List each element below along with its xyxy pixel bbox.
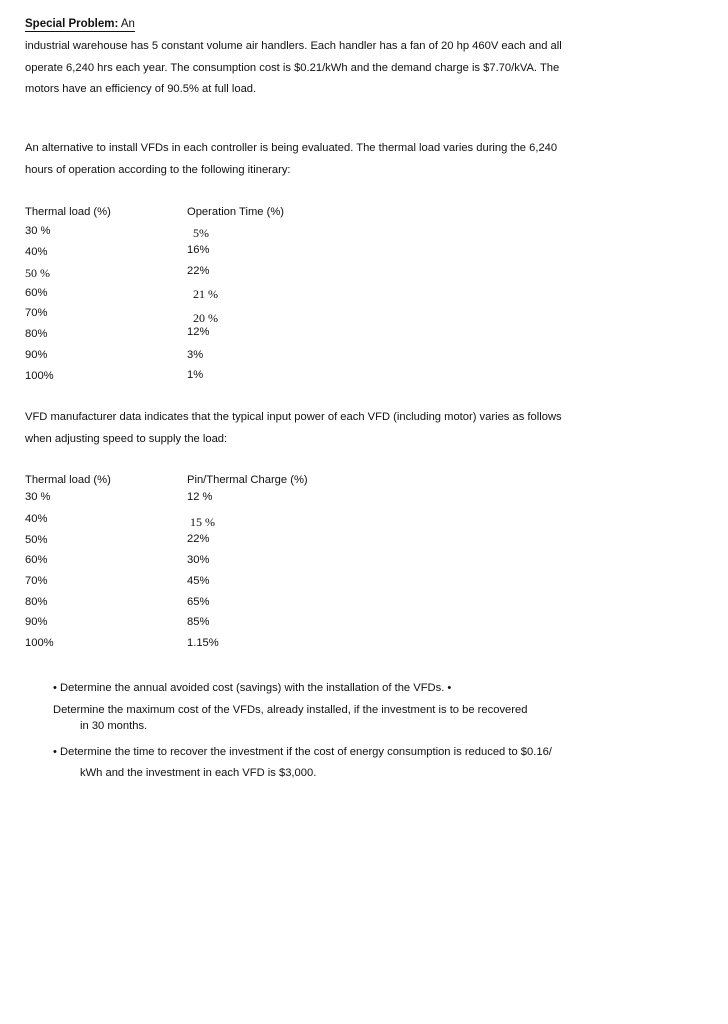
table2-load-cell: 100% (25, 637, 54, 649)
task-item: • Determine the annual avoided cost (savings) with the installation of the VFDs. • (53, 682, 452, 694)
table2-load-cell: 30 % (25, 491, 51, 503)
table1-header-value: Operation Time (%) (187, 206, 284, 218)
table2-value-cell: 15 % (190, 515, 215, 529)
task-item-continuation: in 30 months. (80, 720, 148, 732)
task-item: Determine the maximum cost of the VFDs, already installed, if the investment is to be recovered (53, 704, 528, 716)
table2-value-cell: 1.15% (187, 637, 219, 649)
table2-value-cell: 12 % (187, 491, 213, 503)
table1-load-cell: 40% (25, 246, 48, 258)
table2-load-cell: 80% (25, 596, 48, 608)
table1-value-cell: 16% (187, 244, 210, 256)
table1-value-cell: 5% (193, 226, 209, 240)
alternative-line: An alternative to install VFDs in each controller is being evaluated. The thermal load varies during the 6,240 (25, 142, 558, 154)
intro-paragraph (25, 36, 685, 101)
table2-load-cell: 90% (25, 616, 48, 628)
table1-load-cell: 90% (25, 349, 48, 361)
problem-title (25, 17, 135, 32)
table1-load-cell: 60% (25, 287, 48, 299)
table2-load-cell: 60% (25, 554, 48, 566)
table1-value-cell: 22% (187, 265, 210, 277)
table1-value-cell: 12% (187, 326, 210, 338)
task-item-continuation: kWh and the investment in each VFD is $3,000. (80, 767, 317, 779)
table2-value-cell: 65% (187, 596, 210, 608)
table1-load-cell: 80% (25, 328, 48, 340)
table2-value-cell: 30% (187, 554, 210, 566)
table1-value-cell: 1% (187, 369, 204, 381)
table1-header-load: Thermal load (%) (25, 206, 111, 218)
table2-value-cell: 22% (187, 533, 210, 545)
table1-load-cell: 100% (25, 370, 54, 382)
intro-line: motors have an efficiency of 90.5% at full load. (25, 83, 257, 95)
table1-load-cell: 50 % (25, 266, 50, 280)
intro-line: operate 6,240 hrs each year. The consumption cost is $0.21/kWh and the demand charge is $7.70/kVA. The (25, 61, 560, 74)
table2-load-cell: 70% (25, 575, 48, 587)
table2-header-value: Pin/Thermal Charge (%) (187, 474, 308, 486)
table2-value-cell: 45% (187, 575, 210, 587)
alternative-paragraph (25, 138, 685, 181)
table2-load-cell: 50% (25, 534, 48, 546)
table1-value-cell: 20 % (193, 311, 218, 325)
table1-load-cell: 30 % (25, 225, 51, 237)
task-item: • Determine the time to recover the investment if the cost of energy consumption is reduced to $0.16/ (53, 746, 552, 758)
table1-load-cell: 70% (25, 307, 48, 319)
vfd-paragraph (25, 407, 685, 450)
problem-title-bold: Special Problem: (25, 18, 119, 30)
table2-value-cell: 85% (187, 616, 210, 628)
table1-value-cell: 21 % (193, 287, 218, 301)
vfd-line: VFD manufacturer data indicates that the typical input power of each VFD (including motor) varies as follows (25, 411, 562, 423)
vfd-line: when adjusting speed to supply the load: (25, 432, 228, 445)
table2-header-load: Thermal load (%) (25, 474, 111, 486)
table1-value-cell: 3% (187, 349, 204, 361)
problem-title-rest: An (118, 18, 135, 30)
table2-load-cell: 40% (25, 513, 48, 525)
intro-line: industrial warehouse has 5 constant volume air handlers. Each handler has a fan of 20 hp 460V each and all (25, 40, 562, 52)
alternative-line: hours of operation according to the following itinerary: (25, 163, 291, 176)
